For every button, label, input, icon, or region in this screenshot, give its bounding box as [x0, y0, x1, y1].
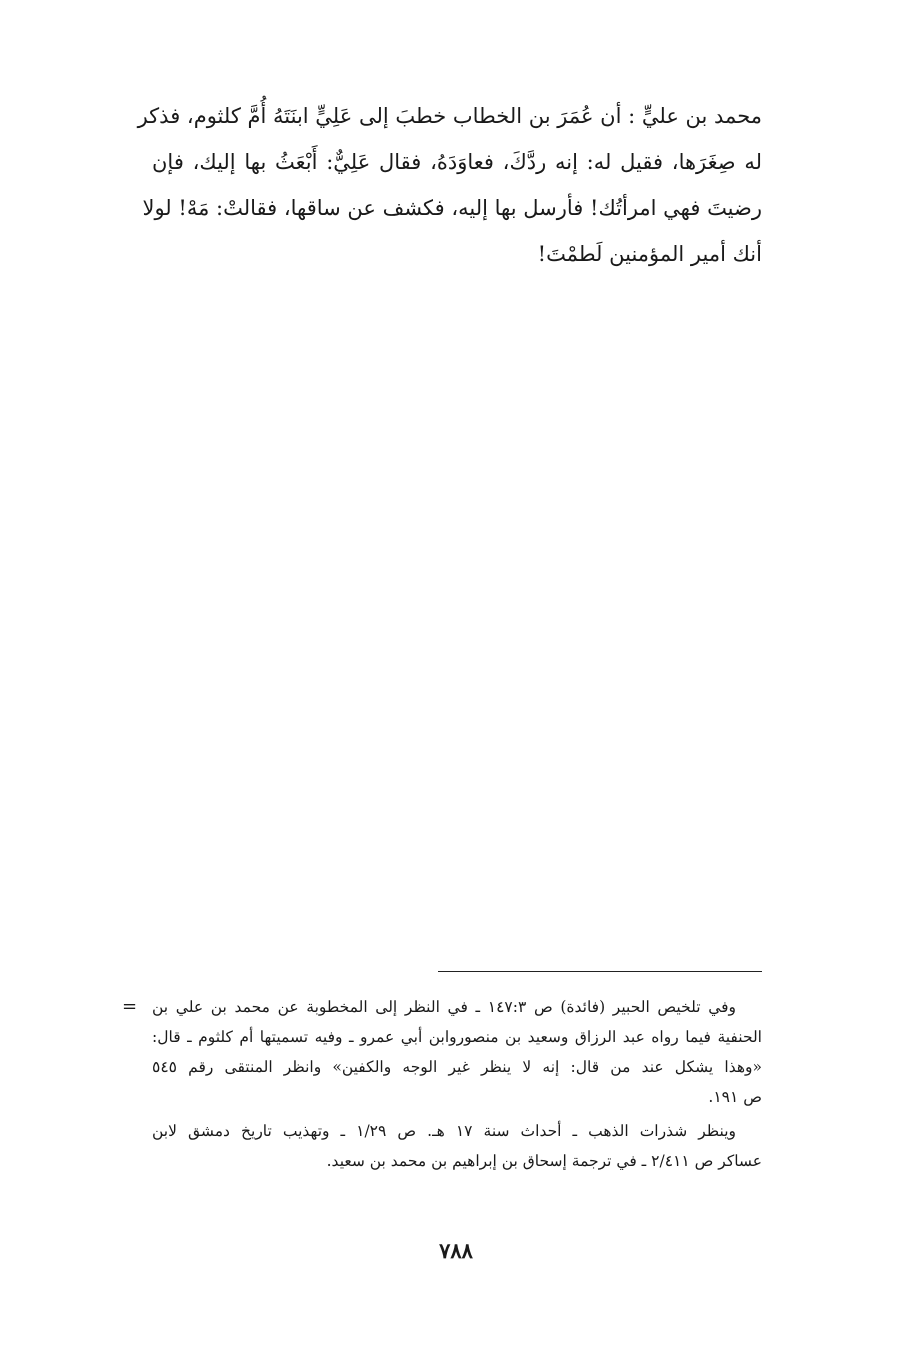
footnote-paragraph	[152, 1116, 762, 1176]
footnote-line: وينظر شذرات الذهب ـ أحداث سنة ١٧ هـ. ص ١/٢٩ ـ وتهذيب تاريخ دمشق لابن	[152, 1122, 736, 1140]
footnotes-block	[122, 992, 762, 1180]
main-text-line: رضيتَ فهي امرأتُك! فأرسل بها إليه، فكشف عن ساقها، فقالتْ: مَهْ! لولا	[142, 196, 762, 220]
footnote-paragraph	[122, 992, 762, 1112]
footnote-separator	[438, 971, 762, 972]
main-text-line: محمد بن عليٍّ : أن عُمَرَ بن الخطاب خطبَ إلى عَلِيٍّ ابنَتَهُ أُمَّ كلثوم، فذكر	[137, 104, 762, 128]
footnote-line: ص ١٩١.	[708, 1088, 762, 1106]
main-text-line: له صِغَرَها، فقيل له: إنه ردَّكَ، فعاوَدَهُ، فقال عَلِيٌّ: أَبْعَثُ بها إليك، فإن	[152, 150, 762, 174]
footnote-line: الحنفية فيما رواه عبد الرزاق وسعيد بن منصوروابن أبي عمرو ـ وفيه تسميتها أم كلثوم ـ قال:	[152, 1028, 762, 1046]
main-text-block	[137, 93, 762, 277]
page-number: ٧٨٨	[439, 1238, 473, 1263]
main-text-line: أنك أمير المؤمنين لَطمْتَ!	[537, 242, 762, 266]
continuation-mark: =	[122, 996, 138, 1017]
footnote-line: وفي تلخيص الحبير (فائدة) ص ١٤٧:٣ ـ في النظر إلى المخطوبة عن محمد بن علي بن =	[152, 992, 762, 1022]
footnote-line: عساكر ص ٢/٤١١ ـ في ترجمة إسحاق بن إبراهيم بن محمد بن سعيد.	[326, 1152, 762, 1170]
footnote-line: «وهذا يشكل عند من قال: إنه لا ينظر غير الوجه والكفين» وانظر المنتقى رقم ٥٤٥	[152, 1058, 762, 1076]
